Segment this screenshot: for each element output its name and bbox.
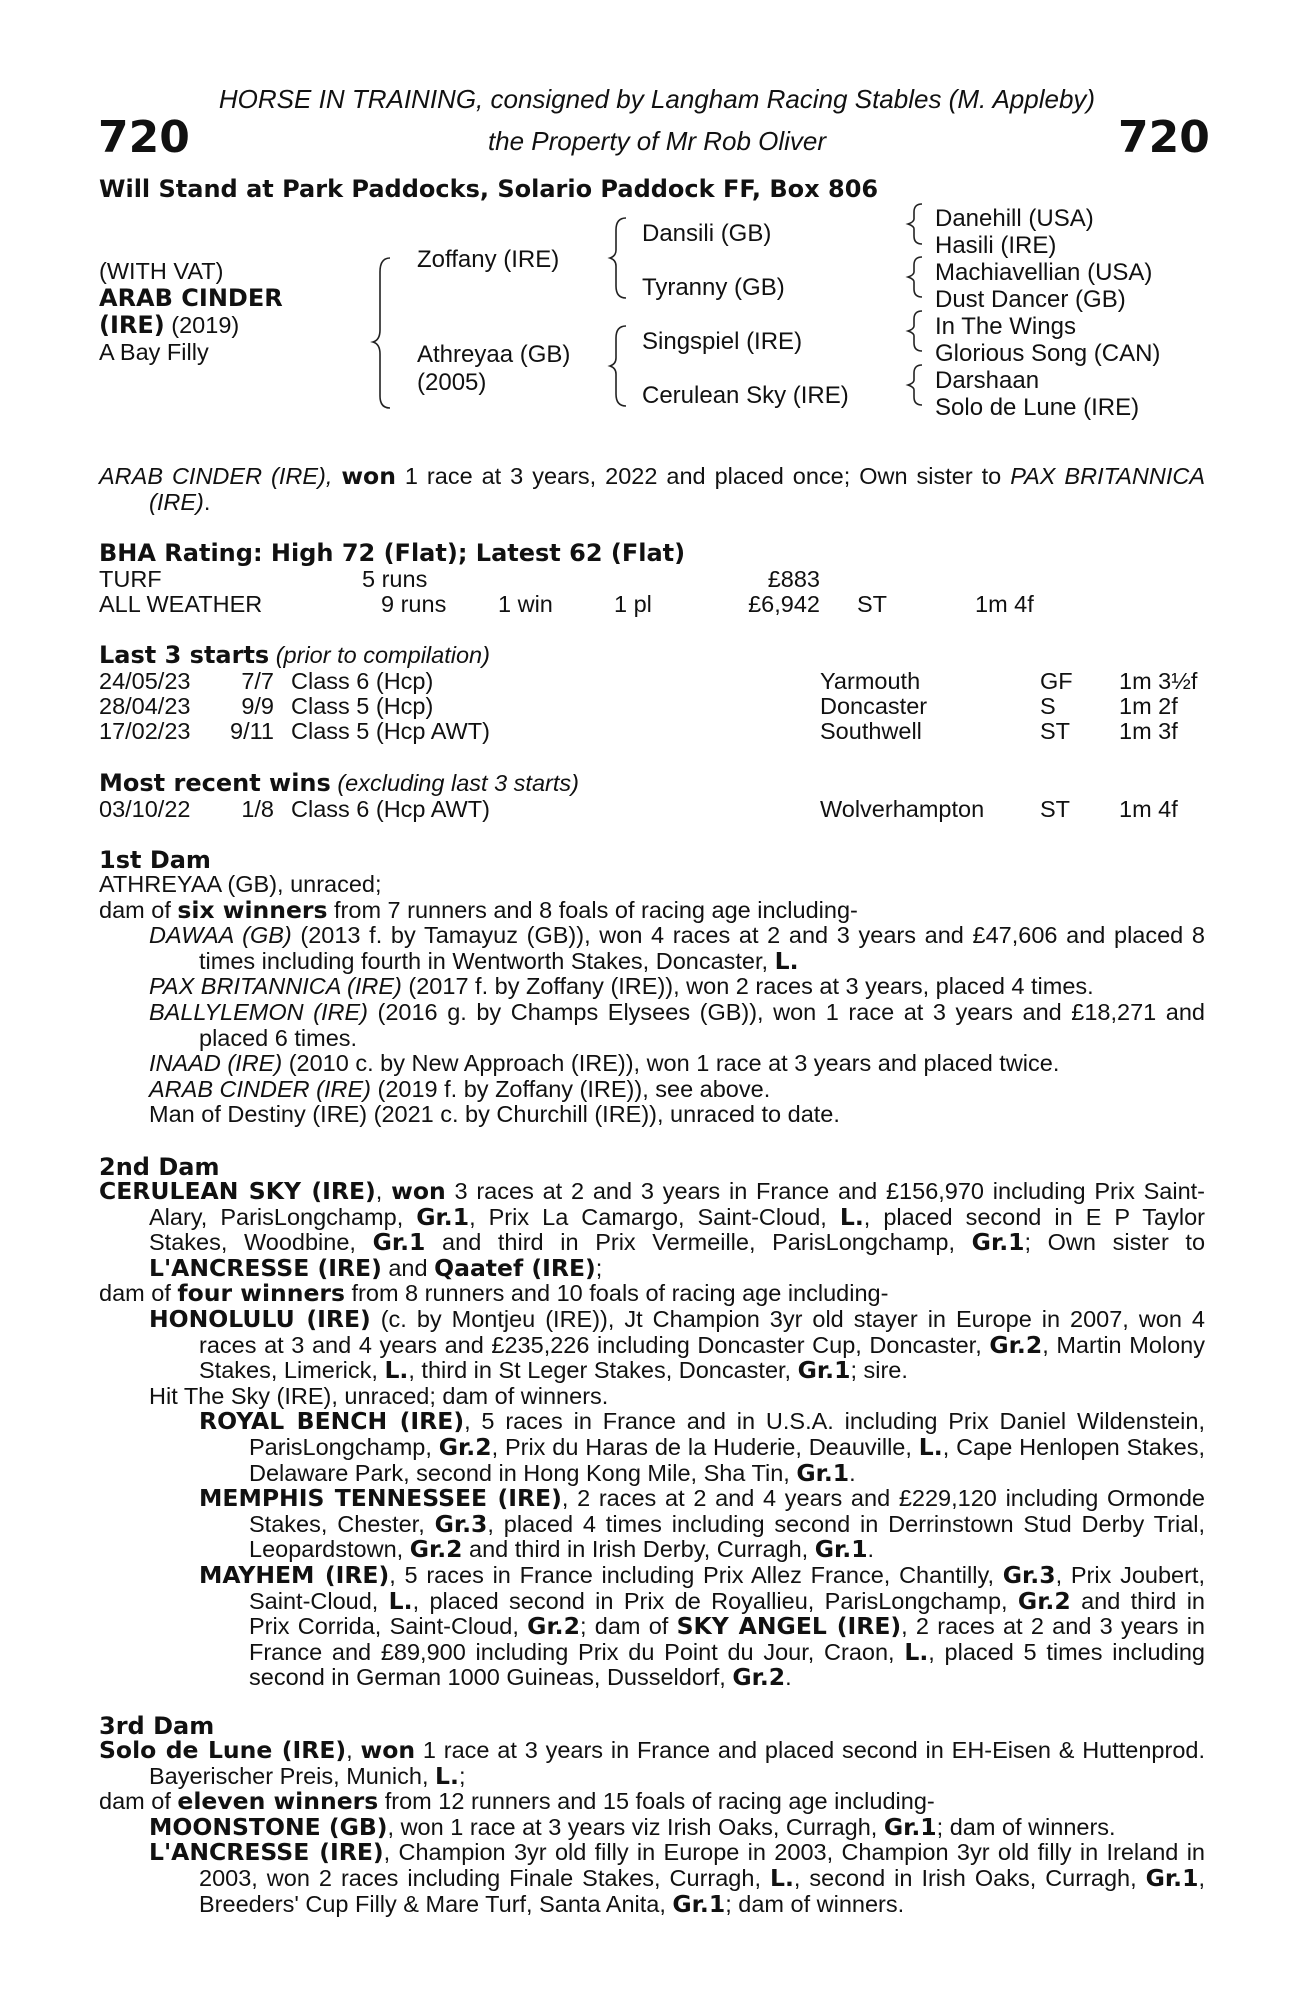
- rating-earnings: £883: [767, 566, 820, 592]
- start-course: Doncaster: [820, 693, 928, 719]
- produce-item: ARAB CINDER (IRE) (2019 f. by Zoffany (IRE)), see above.: [149, 1075, 771, 1102]
- produce-item: INAAD (IRE) (2010 c. by New Approach (IRE)), won 1 race at 3 years and placed twice.: [149, 1050, 1060, 1077]
- start-date: 28/04/23: [99, 693, 191, 719]
- first-dam-heading: 1st Dam: [99, 846, 211, 874]
- grandproduce-item: ROYAL BENCH (IRE), 5 races in France and in U.S.A. including Prix Daniel Wildenstein, ParisLongchamp, Gr.2, Prix du Haras de la Huderie, Deauville, L., Cape Henlopen Stakes, Delaware Park, second in Hong Kong Mile, Sha Tin, Gr.1.: [199, 1407, 1205, 1487]
- start-race: Class 5 (Hcp AWT): [291, 718, 490, 744]
- race-summary: ARAB CINDER (IRE), won 1 race at 3 years, 2022 and placed once; Own sister to PAX BRITANNICA (IRE).: [99, 462, 1206, 515]
- pedigree-dam: Athreyaa (GB): [417, 341, 571, 368]
- second-dam-produce: dam of four winners from 8 runners and 10 foals of racing age including-: [99, 1279, 889, 1308]
- pedigree-sire-dam: Tyranny (GB): [642, 274, 785, 301]
- start-course: Yarmouth: [820, 668, 921, 694]
- start-going: S: [1040, 693, 1056, 719]
- lot-number-left: 720: [98, 112, 190, 163]
- pedigree-g3-5: In The Wings: [935, 313, 1076, 340]
- win-distance: 1m 4f: [1119, 796, 1178, 822]
- start-position: 9/9: [241, 693, 274, 719]
- produce-item: Man of Destiny (IRE) (2021 c. by Churchill (IRE)), unraced to date.: [149, 1101, 840, 1128]
- start-distance: 1m 2f: [1119, 693, 1178, 719]
- produce-item: DAWAA (GB) (2013 f. by Tamayuz (GB)), won 4 races at 2 and 3 years and £47,606 and placed 8 times including fourth in Wentworth Stakes, Doncaster, L.: [149, 922, 1205, 975]
- rating-runs: 5 runs: [362, 566, 428, 592]
- lot-number-right: 720: [1118, 112, 1210, 163]
- consignor-line: HORSE IN TRAINING, consigned by Langham Racing Stables (M. Appleby): [218, 84, 1096, 114]
- start-race: Class 5 (Hcp): [291, 693, 434, 719]
- rating-runs: 9 runs: [381, 591, 447, 617]
- rating-going: ST: [857, 591, 888, 617]
- produce-item: MOONSTONE (GB), won 1 race at 3 years viz Irish Oaks, Curragh, Gr.1; dam of winners.: [149, 1812, 1116, 1841]
- third-dam-record: Solo de Lune (IRE), won 1 race at 3 years in France and placed second in EH-Eisen & Huttenprod. Bayerischer Preis, Munich, L.;: [99, 1736, 1205, 1790]
- third-dam-heading: 3rd Dam: [99, 1712, 215, 1740]
- rating-distance: 1m 4f: [975, 591, 1034, 617]
- rating-wins: 1 win: [498, 591, 553, 617]
- last-starts-heading: Last 3 starts (prior to compilation): [99, 641, 490, 669]
- second-dam-record: CERULEAN SKY (IRE), won 3 races at 2 and 3 years in France and £156,970 including Prix Saint-Alary, ParisLongchamp, Gr.1, Prix La Camargo, Saint-Cloud, L., placed second in E P Taylor Stakes, Woodbine, Gr.1 and third in Prix Vermeille, ParisLongchamp, Gr.1; Own sister to L'ANCRESSE (IRE) and Qaatef (IRE);: [99, 1177, 1206, 1282]
- produce-item: HONOLULU (IRE) (c. by Montjeu (IRE)), Jt Champion 3yr old stayer in Europe in 2007, won 4 races at 3 and 4 years and £235,226 including Doncaster Cup, Doncaster, Gr.2, Martin Molony Stakes, Limerick, L., third in St Leger Stakes, Doncaster, Gr.1; sire.: [149, 1304, 1205, 1385]
- pedigree-dam-year: (2005): [417, 369, 487, 396]
- pedigree-sire: Zoffany (IRE): [417, 246, 560, 273]
- rating-earnings: £6,942: [748, 591, 820, 617]
- pedigree-dam-sire: Singspiel (IRE): [642, 328, 803, 355]
- first-dam-intro: ATHREYAA (GB), unraced;: [99, 871, 382, 897]
- horse-description: A Bay Filly: [99, 339, 209, 365]
- start-going: ST: [1040, 718, 1071, 744]
- start-distance: 1m 3f: [1119, 718, 1178, 744]
- first-dam-section: [99, 872, 1205, 1128]
- vat-label: (WITH VAT): [99, 258, 224, 284]
- bha-rating: BHA Rating: High 72 (Flat); Latest 62 (Flat): [99, 539, 686, 567]
- win-course: Wolverhampton: [820, 796, 985, 822]
- start-position: 7/7: [241, 668, 274, 694]
- pedigree-g3-2: Hasili (IRE): [935, 232, 1057, 259]
- win-going: ST: [1040, 796, 1071, 822]
- pedigree-g3-6: Glorious Song (CAN): [935, 340, 1161, 367]
- grandproduce-item: MAYHEM (IRE), 5 races in France including Prix Allez France, Chantilly, Gr.3, Prix Joubert, Saint-Cloud, L., placed second in Prix de Royallieu, ParisLongchamp, Gr.2 and third in Prix Corrida, Saint-Cloud, Gr.2; dam of SKY ANGEL (IRE), 2 races at 2 and 3 years in France and £89,900 including Prix du Point du Jour, Craon, L., placed 5 times including second in German 1000 Guineas, Dusseldorf, Gr.2.: [199, 1560, 1205, 1692]
- pedigree-sire-sire: Dansili (GB): [642, 220, 772, 247]
- start-position: 9/11: [230, 718, 274, 744]
- rating-row: TURF: [99, 566, 162, 592]
- pedigree-g3-4: Dust Dancer (GB): [935, 286, 1126, 313]
- produce-item: L'ANCRESSE (IRE), Champion 3yr old filly in Europe in 2003, Champion 3yr old filly in Ireland in 2003, won 2 races including Finale Stakes, Curragh, L., second in Irish Oaks, Curragh, Gr.1, Breeders' Cup Filly & Mare Turf, Santa Anita, Gr.1; dam of winners.: [149, 1838, 1205, 1918]
- win-position: 1/8: [241, 796, 274, 822]
- horse-name: ARAB CINDER: [99, 284, 283, 312]
- second-dam-section: [99, 1179, 1205, 1691]
- first-dam-produce: dam of six winners from 7 runners and 8 foals of racing age including-: [99, 895, 858, 924]
- second-dam-heading: 2nd Dam: [99, 1153, 220, 1181]
- start-distance: 1m 3½f: [1119, 668, 1198, 694]
- start-date: 24/05/23: [99, 668, 191, 694]
- grandproduce-item: MEMPHIS TENNESSEE (IRE), 2 races at 2 and 4 years and £229,120 including Ormonde Stakes, Chester, Gr.3, placed 4 times including second in Derrinstown Stud Derby Trial, Leopardstown, Gr.2 and third in Irish Derby, Curragh, Gr.1.: [199, 1484, 1206, 1564]
- win-race: Class 6 (Hcp AWT): [291, 796, 490, 822]
- pedigree-g3-7: Darshaan: [935, 367, 1040, 394]
- third-dam-section: [99, 1738, 1205, 1917]
- start-course: Southwell: [820, 718, 922, 744]
- third-dam-produce: dam of eleven winners from 12 runners and 15 foals of racing age including-: [99, 1787, 935, 1816]
- win-date: 03/10/22: [99, 796, 191, 822]
- stand-line: Will Stand at Park Paddocks, Solario Paddock FF, Box 806: [99, 175, 879, 203]
- pedigree-dam-dam: Cerulean Sky (IRE): [642, 382, 849, 409]
- pedigree-g3-3: Machiavellian (USA): [935, 259, 1153, 286]
- property-line: the Property of Mr Rob Oliver: [487, 126, 827, 156]
- rating-row: ALL WEATHER: [99, 591, 263, 617]
- produce-item: Hit The Sky (IRE), unraced; dam of winners.: [149, 1382, 609, 1409]
- pedigree-g3-1: Danehill (USA): [935, 205, 1094, 232]
- produce-item: PAX BRITANNICA (IRE) (2017 f. by Zoffany (IRE)), won 2 races at 3 years, placed 4 times.: [149, 973, 1094, 1000]
- start-date: 17/02/23: [99, 718, 191, 744]
- start-going: GF: [1040, 668, 1073, 694]
- pedigree-g3-8: Solo de Lune (IRE): [935, 394, 1140, 421]
- start-race: Class 6 (Hcp): [291, 668, 434, 694]
- produce-item: BALLYLEMON (IRE) (2016 g. by Champs Elysees (GB)), won 1 race at 3 years and £18,271 and placed 6 times.: [149, 998, 1205, 1051]
- horse-name-origin: (IRE) (2019): [99, 311, 240, 339]
- recent-wins-heading: Most recent wins (excluding last 3 starts): [99, 769, 579, 797]
- rating-placed: 1 pl: [614, 591, 652, 617]
